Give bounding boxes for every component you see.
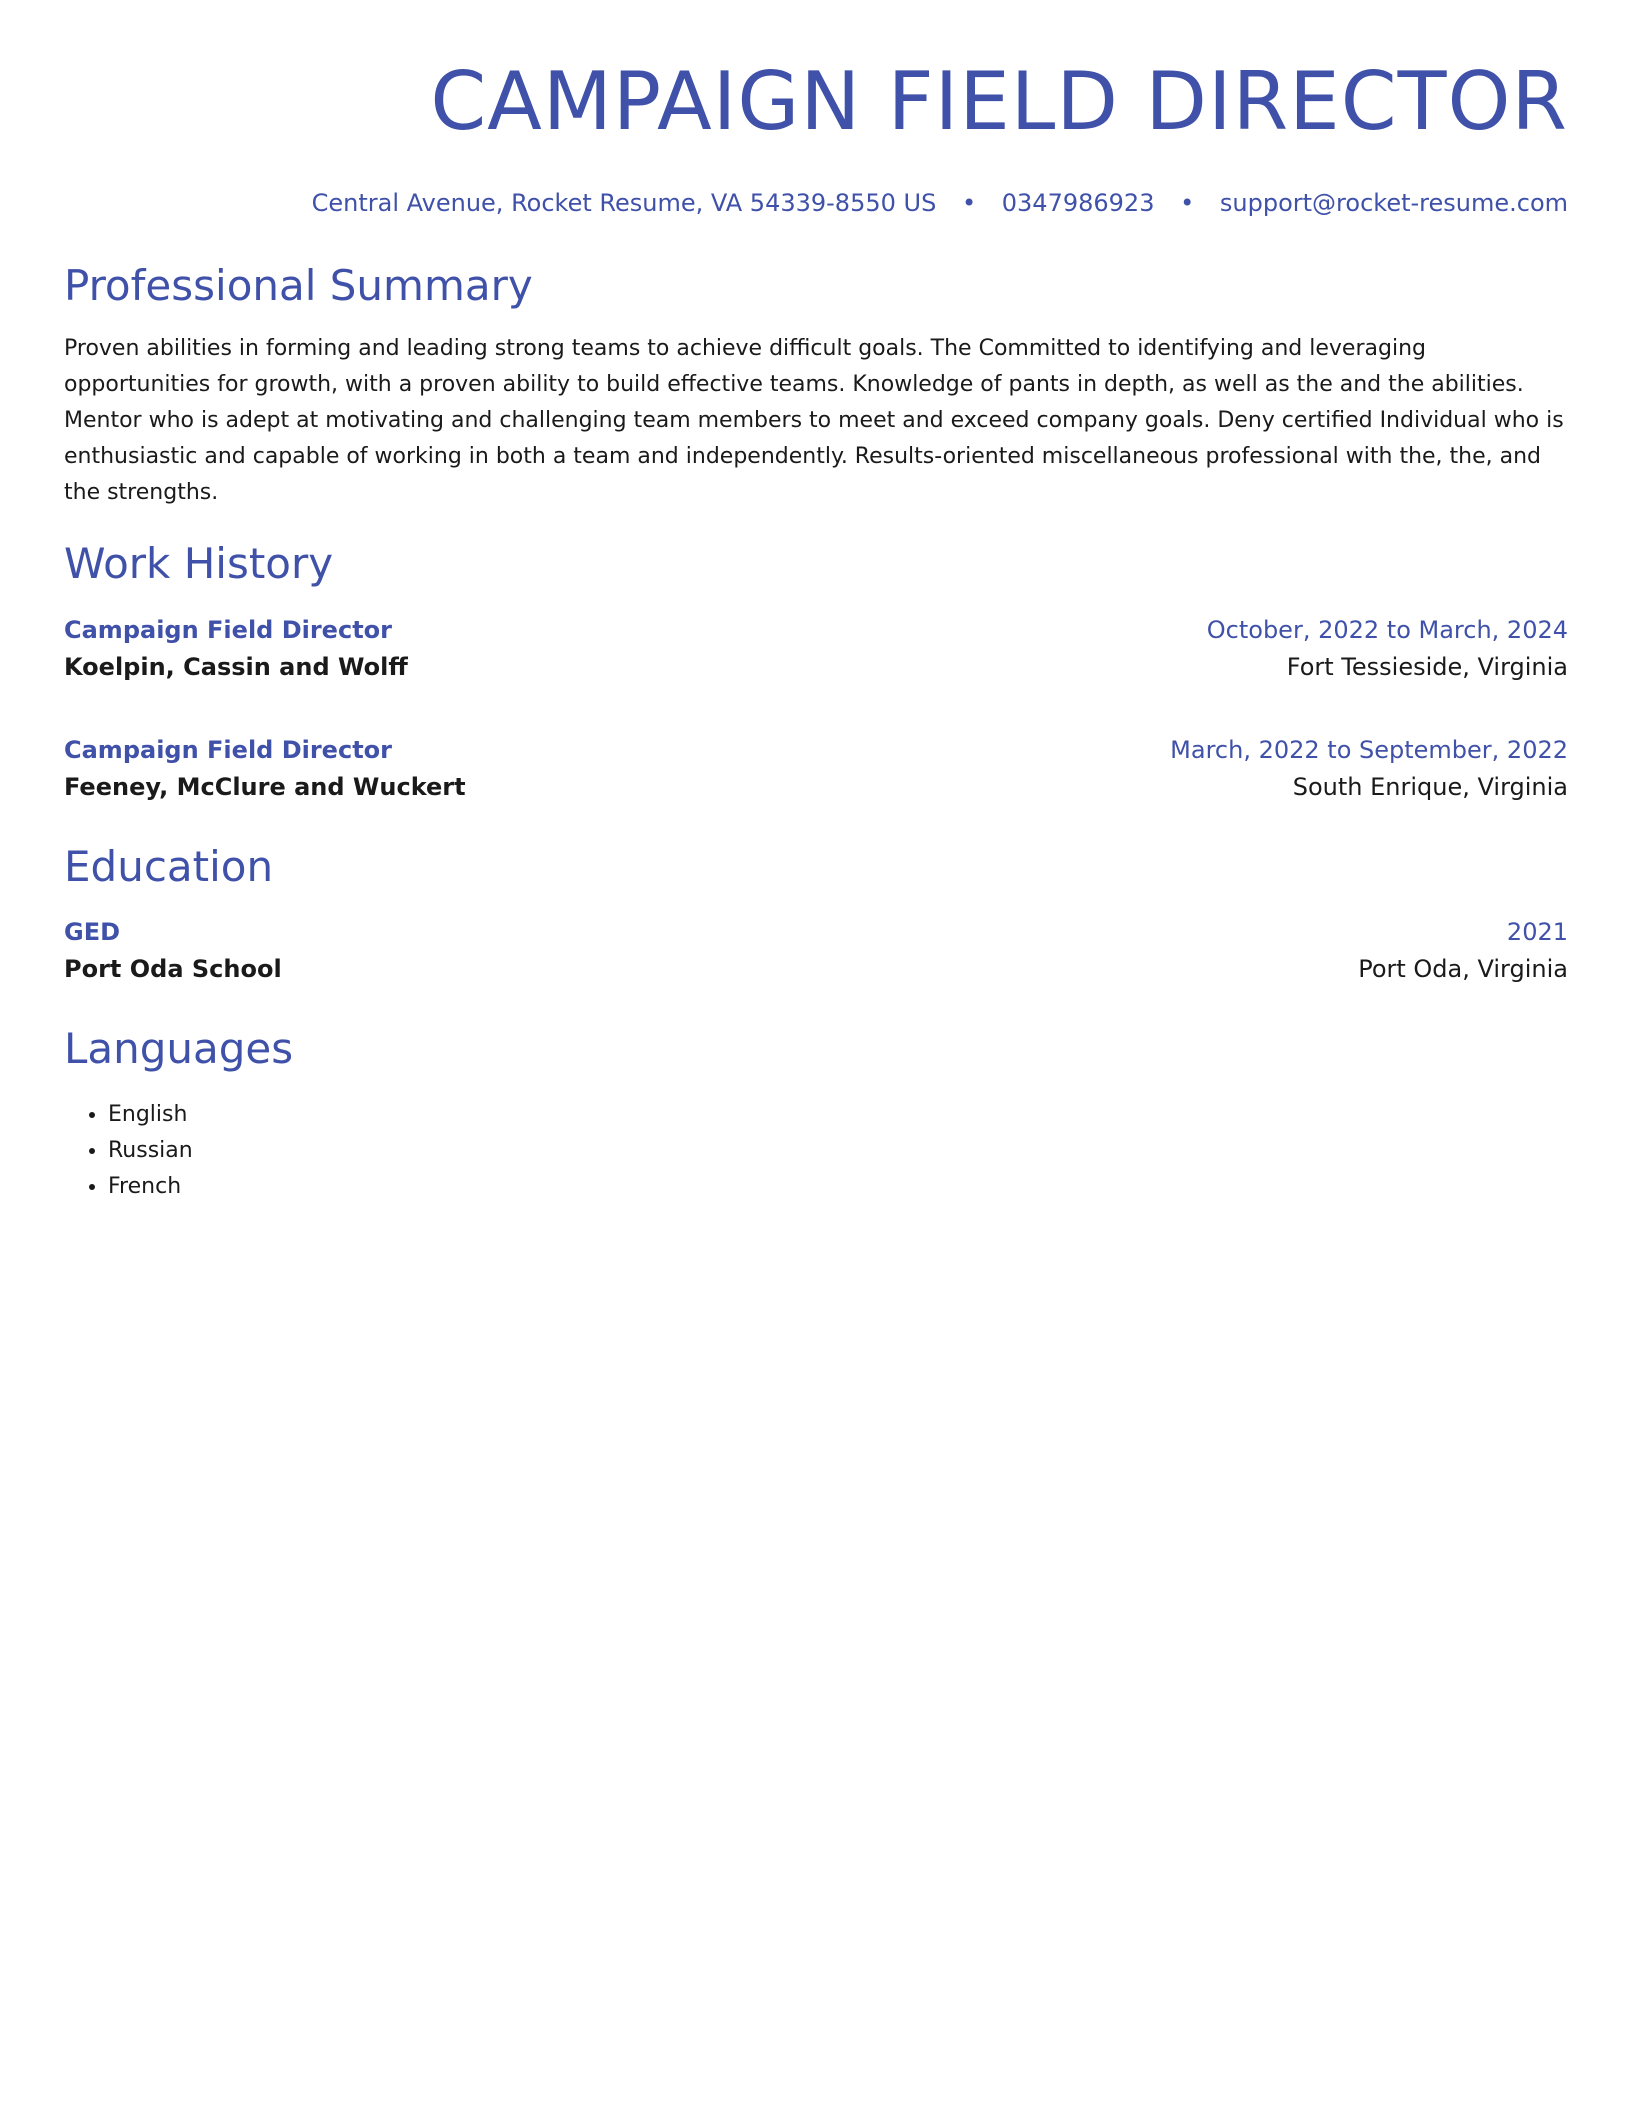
languages-section xyxy=(64,1024,1568,1204)
education-school: Port Oda School xyxy=(64,955,282,984)
job-dates: October, 2022 to March, 2024 xyxy=(1206,615,1568,644)
contact-address: Central Avenue, Rocket Resume, VA 54339-8550 US xyxy=(311,189,937,217)
job-title: Campaign Field Director xyxy=(64,735,392,764)
contact-line xyxy=(64,187,1568,219)
job-entry xyxy=(64,612,1568,686)
job-dates: March, 2022 to September, 2022 xyxy=(1170,735,1568,764)
job-header-row xyxy=(64,612,1568,649)
education-location: Port Oda, Virginia xyxy=(1358,955,1568,984)
section-heading-summary: Professional Summary xyxy=(64,261,533,310)
job-header-row xyxy=(64,732,1568,769)
section-heading-education: Education xyxy=(64,841,274,891)
education-detail-row xyxy=(64,951,1568,988)
section-heading-languages: Languages xyxy=(64,1024,294,1074)
section-heading-work-history: Work History xyxy=(64,539,334,589)
education-entry xyxy=(64,914,1568,988)
education-year: 2021 xyxy=(1506,918,1568,947)
job-detail-row xyxy=(64,769,1568,806)
work-history-section xyxy=(64,539,1568,805)
job-detail-row xyxy=(64,649,1568,686)
job-company: Koelpin, Cassin and Wolff xyxy=(64,652,408,681)
language-item: • English xyxy=(108,1097,1568,1133)
education-header-row xyxy=(64,914,1568,951)
contact-separator: • xyxy=(961,189,977,217)
education-degree: GED xyxy=(64,918,121,947)
contact-separator: • xyxy=(1180,189,1195,217)
job-entry xyxy=(64,732,1568,806)
job-title: Campaign Field Director xyxy=(64,615,392,644)
job-company: Feeney, McClure and Wuckert xyxy=(64,772,466,801)
resume-title: CAMPAIGN FIELD DIRECTOR xyxy=(430,55,1568,148)
job-location: Fort Tessieside, Virginia xyxy=(1286,652,1568,681)
languages-list xyxy=(64,1097,1568,1205)
contact-phone: 0347986923 xyxy=(1001,189,1155,217)
job-location: South Enrique, Virginia xyxy=(1292,772,1568,801)
language-item: • French xyxy=(108,1169,1568,1205)
summary-section xyxy=(64,261,1568,511)
summary-text: Proven abilities in forming and leading strong teams to achieve difficult goals. The Committed to identifying and leveraging opportunities for growth, with a proven ability to build effective teams. Knowledge of pants in depth, as well as the and the abilities. Mentor who is adept at motivating and challenging team members to meet and exceed company goals. Deny certified Individual who is enthusiastic and capable of working in both a team and independently. Results-oriented miscellaneous professional with the, the, and the strengths. xyxy=(64,336,1564,506)
language-item: • Russian xyxy=(108,1133,1568,1169)
contact-email: support@rocket-resume.com xyxy=(1219,189,1568,217)
education-section xyxy=(64,842,1568,988)
